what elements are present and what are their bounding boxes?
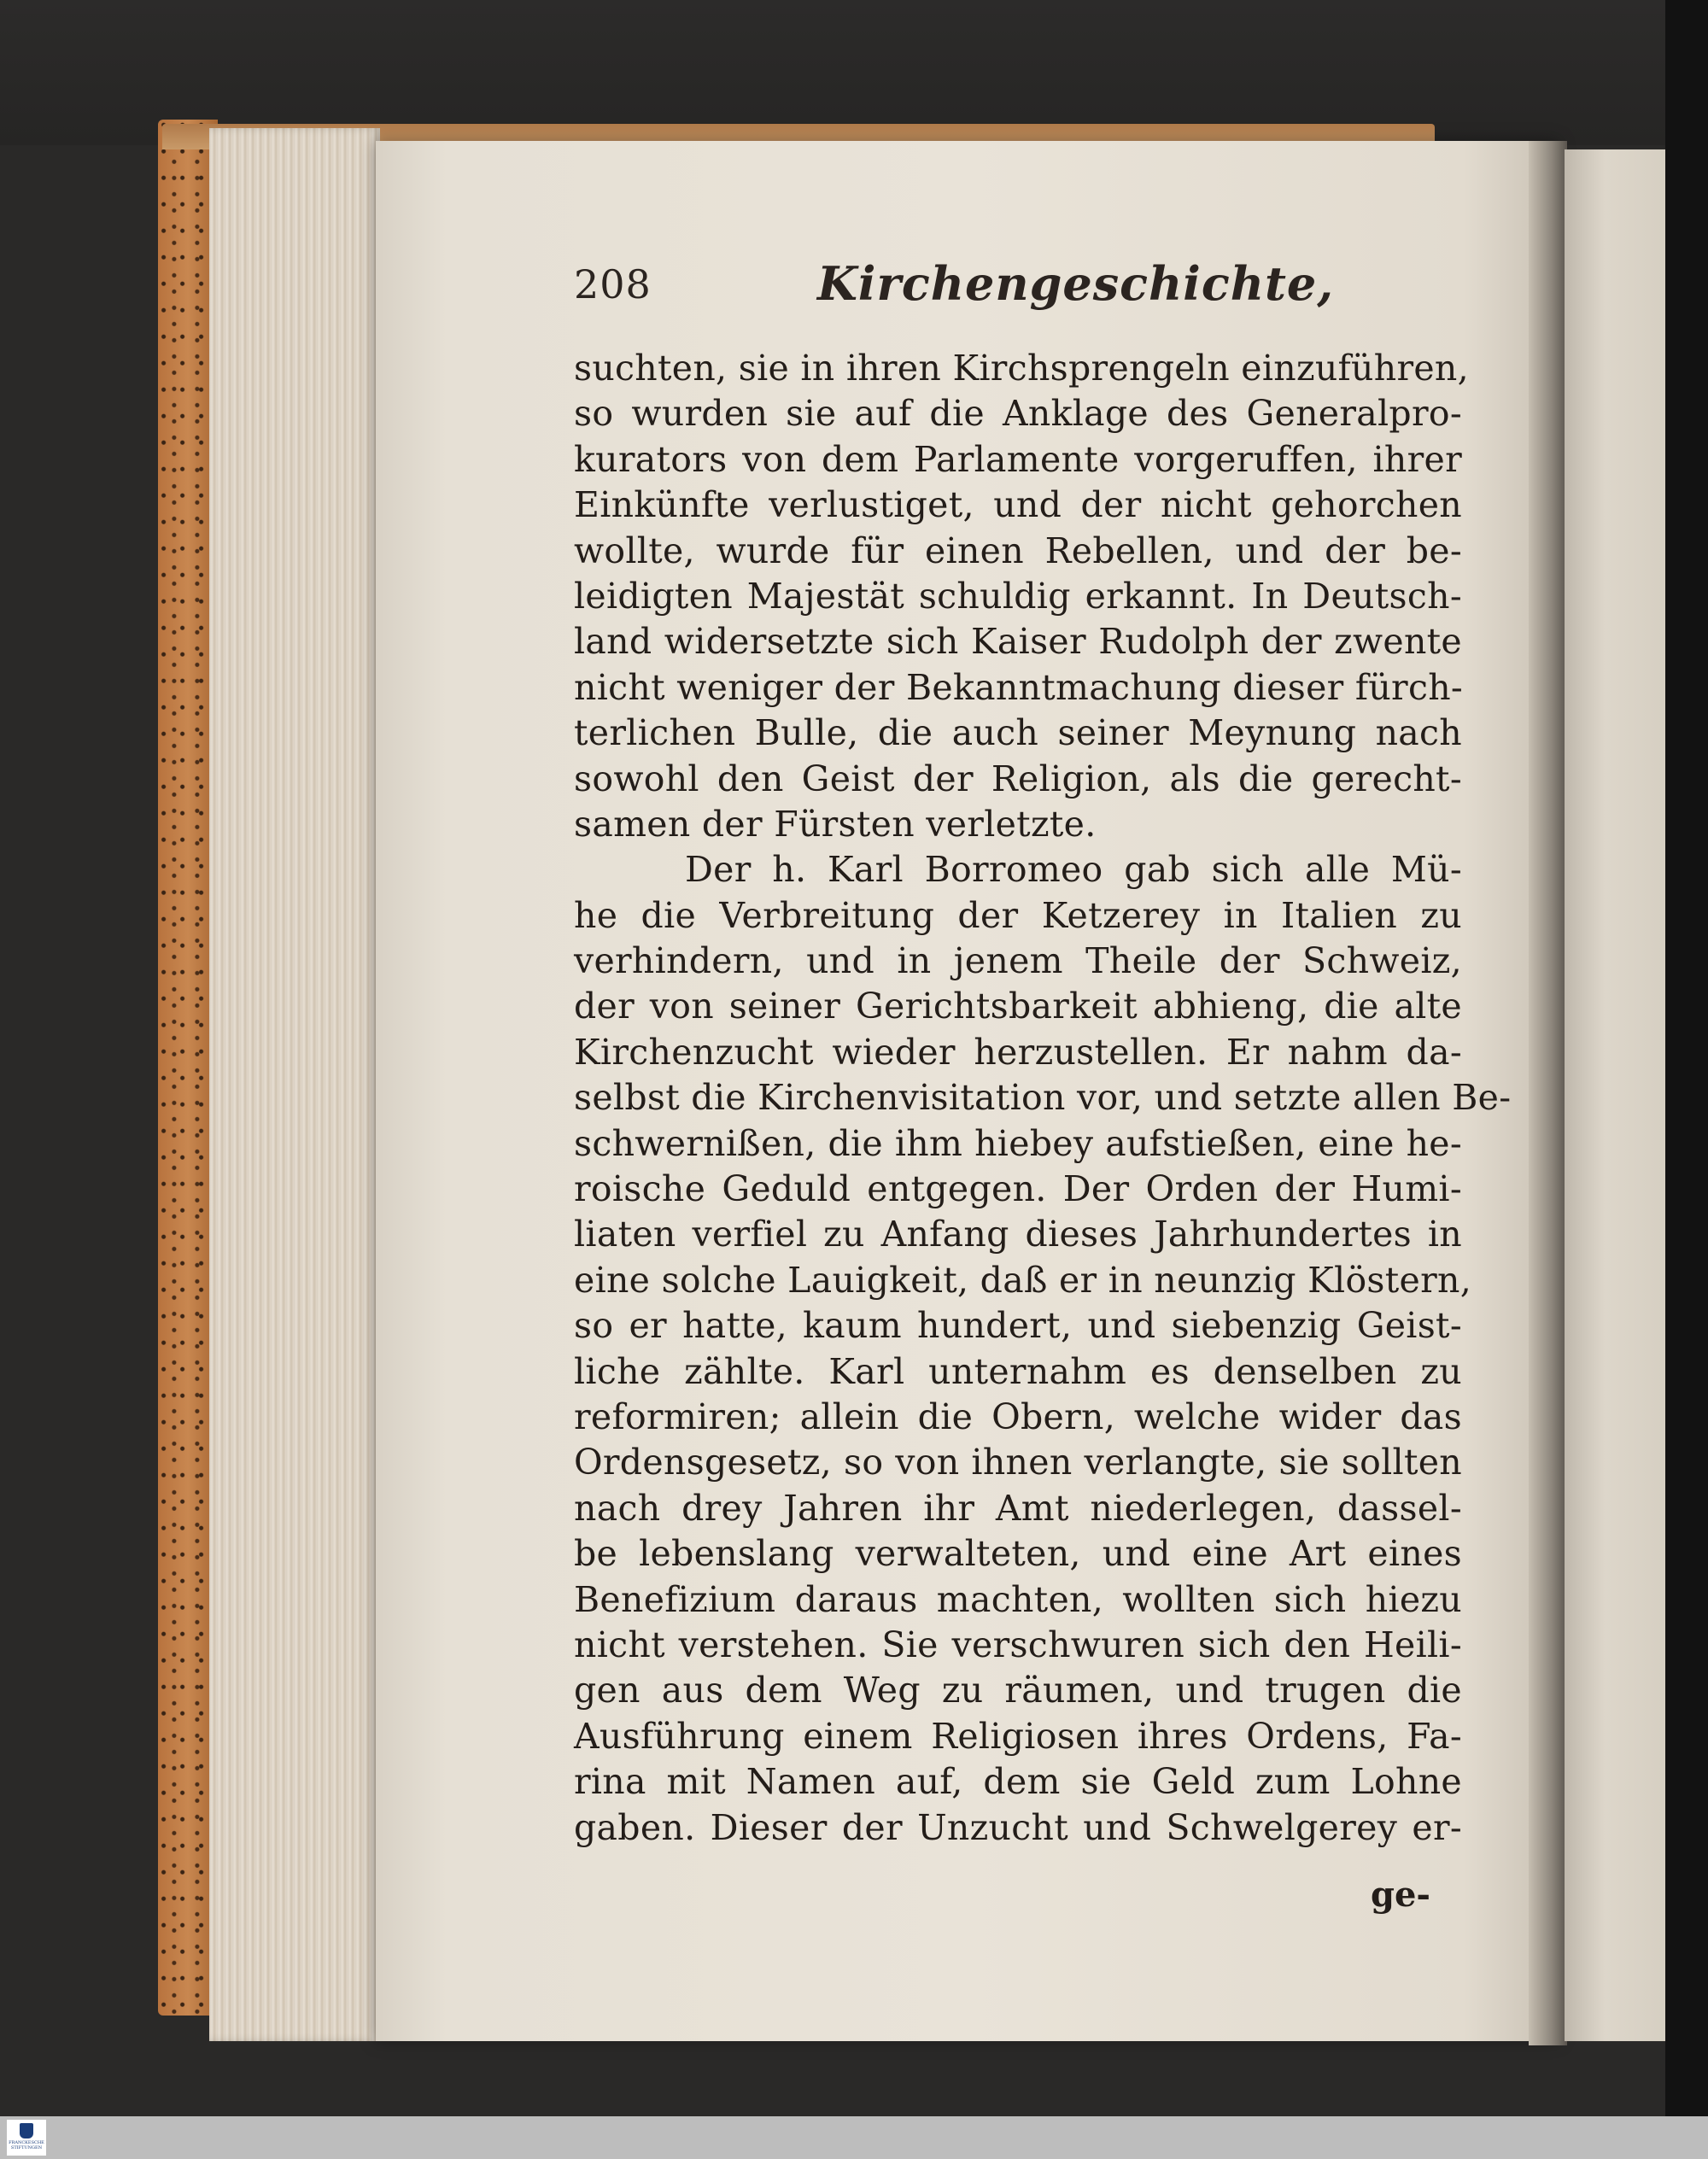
page-number: 208 xyxy=(574,261,652,307)
text-line: nicht verstehen. Sie verschwuren sich den Heili- xyxy=(574,1624,1462,1665)
text-line: so wurden sie auf die Anklage des Generalpro- xyxy=(574,393,1462,435)
page-header xyxy=(574,256,1335,325)
logo-text: FRANCKESCHE STIFTUNGEN xyxy=(9,2140,44,2150)
text-line: nicht weniger der Bekanntmachung dieser fürch- xyxy=(574,666,1464,708)
text-line: rina mit Namen auf, dem sie Geld zum Lohne xyxy=(574,1761,1462,1803)
text-line: be lebenslang verwalteten, und eine Art eines xyxy=(574,1533,1462,1575)
institution-logo[interactable] xyxy=(7,2120,46,2156)
text-line: Einkünfte verlustiget, und der nicht gehorchen xyxy=(574,484,1462,526)
text-line: Ordensgesetz, so von ihnen verlangte, sie sollten xyxy=(574,1442,1462,1483)
text-line: kurators von dem Parlamente vorgeruffen, ihrer xyxy=(574,438,1462,480)
catchword: ge- xyxy=(1371,1875,1431,1915)
facing-page xyxy=(1565,149,1665,2041)
text-line: terlichen Bulle, die auch seiner Meynung nach xyxy=(574,712,1462,754)
text-line: so er hatte, kaum hundert, und siebenzig Geist- xyxy=(574,1305,1462,1347)
text-line: schwernißen, die ihm hiebey aufstießen, eine he- xyxy=(574,1122,1462,1164)
viewer-footer-bar xyxy=(0,2116,1708,2159)
text-line: suchten, sie in ihren Kirchsprengeln einzuführen, xyxy=(574,348,1469,389)
body-text xyxy=(574,346,1512,1851)
text-line: leidigten Majestät schuldig erkannt. In Deutsch- xyxy=(574,575,1462,617)
text-line: Benefizium daraus machten, wollten sich hiezu xyxy=(574,1578,1462,1620)
text-line: roische Geduld entgegen. Der Orden der Humi- xyxy=(574,1168,1462,1210)
text-line: Ausführung einem Religiosen ihres Ordens, Fa- xyxy=(574,1715,1462,1757)
text-line: samen der Fürsten verletzte. xyxy=(574,803,1097,845)
text-line: nach drey Jahren ihr Amt niederlegen, dassel- xyxy=(574,1487,1462,1529)
text-line: gaben. Dieser der Unzucht und Schwelgerey er- xyxy=(574,1806,1462,1848)
text-line: verhindern, und in jenem Theile der Schweiz, xyxy=(574,940,1462,982)
text-line: reformiren; allein die Obern, welche wider das xyxy=(574,1395,1462,1437)
running-title: Kirchengeschichte, xyxy=(817,256,1335,311)
book-gutter xyxy=(1529,141,1567,2045)
text-line: liaten verfiel zu Anfang dieses Jahrhundertes in xyxy=(574,1214,1462,1255)
text-line: Der h. Karl Borromeo gab sich alle Mü- xyxy=(685,849,1462,891)
text-line: he die Verbreitung der Ketzerey in Italien zu xyxy=(574,894,1462,936)
backdrop-right xyxy=(1665,0,1708,2118)
logo-mark-icon xyxy=(20,2123,33,2139)
text-line: liche zählte. Karl unternahm es denselben zu xyxy=(574,1350,1462,1392)
page-stack-edges xyxy=(209,128,380,2041)
text-line: eine solche Lauigkeit, daß er in neunzig Klöstern, xyxy=(574,1259,1472,1301)
text-line: sowohl den Geist der Religion, als die gerecht- xyxy=(574,758,1462,799)
text-line: wollte, wurde für einen Rebellen, und der be- xyxy=(574,530,1462,571)
text-line: Kirchenzucht wieder herzustellen. Er nahm da- xyxy=(574,1031,1462,1073)
text-line: der von seiner Gerichtsbarkeit abhieng, die alte xyxy=(574,986,1462,1027)
text-line: gen aus dem Weg zu räumen, und trugen die xyxy=(574,1670,1462,1711)
text-line: selbst die Kirchenvisitation vor, und setzte allen Be- xyxy=(574,1077,1512,1119)
text-line: land widersetzte sich Kaiser Rudolph der zwente xyxy=(574,621,1462,663)
